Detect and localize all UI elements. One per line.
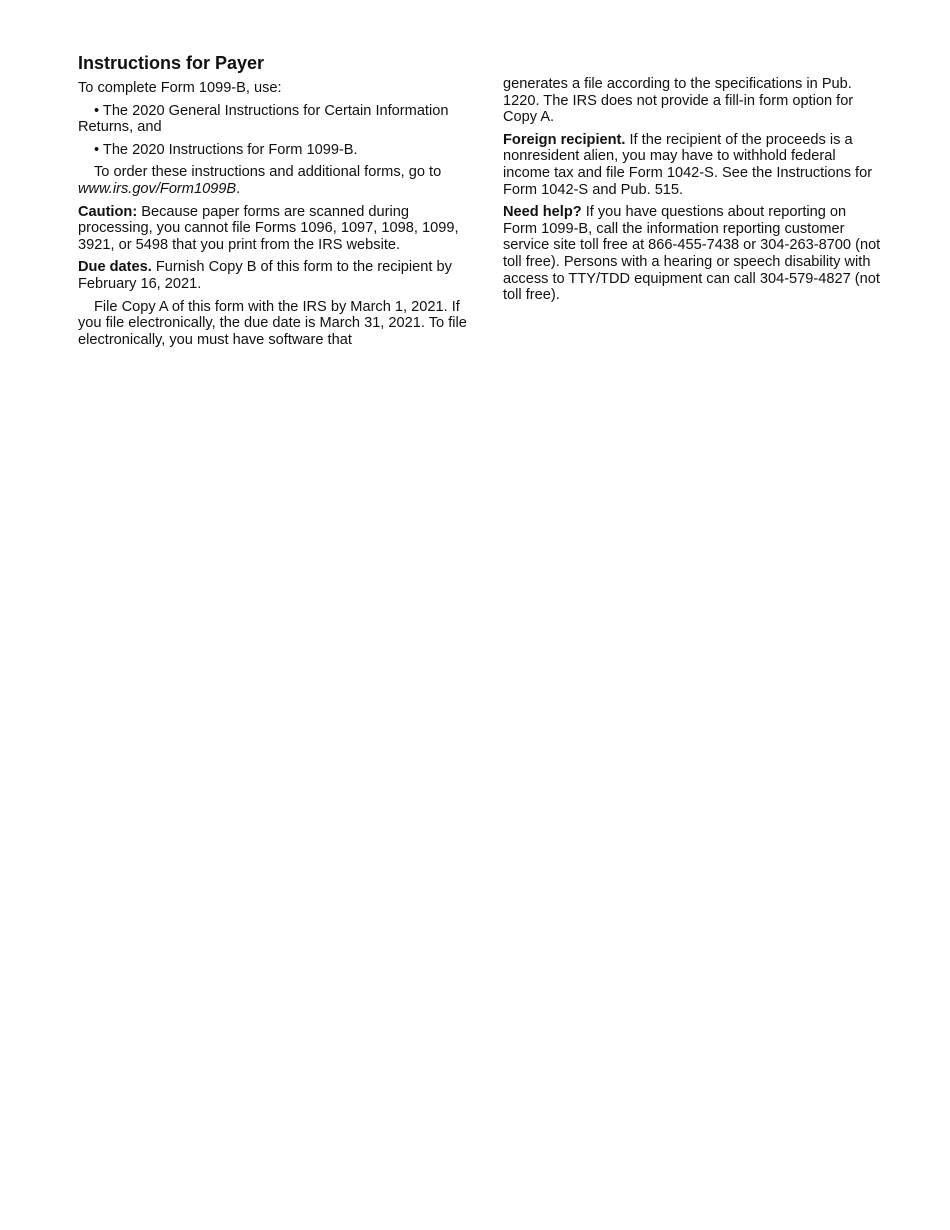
intro-paragraph: To complete Form 1099-B, use: bbox=[78, 80, 282, 96]
foreign-recipient-text: If the recipient of the proceeds is a nonresident alien, you may have to withhold federal income tax and file Form 1042-S. See the Instructions for Form 1042-S and Pub. 515. bbox=[503, 131, 873, 198]
caution-paragraph bbox=[78, 204, 470, 254]
due-dates-label: Due dates. bbox=[78, 259, 152, 276]
order-paragraph bbox=[78, 164, 470, 197]
bullet-form-instructions: • The 2020 Instructions for Form 1099-B. bbox=[94, 141, 358, 158]
continuation-paragraph: generates a file according to the specifications in Pub. 1220. The IRS does not provide a fill-in form option for Copy A. bbox=[503, 76, 854, 126]
file-copy-paragraph: File Copy A of this form with the IRS by March 1, 2021. If you file electronically, the due date is March 31, 2021. To file electronically, you must have software that bbox=[78, 298, 467, 348]
need-help-text: If you have questions about reporting on Form 1099-B, call the information reporting customer service site toll free at 866-455-7438 or 304-263-8700 (not toll free). Persons with a hearing or speech disability with access to TTY/TDD equipment can call 304-579-4827 (not toll free). bbox=[503, 204, 881, 304]
foreign-recipient-label: Foreign recipient. bbox=[503, 131, 626, 148]
caution-text: Because paper forms are scanned during processing, you cannot file Forms 1096, 1097, 1098, 1099, 3921, or 5498 that you print from the IRS website. bbox=[78, 203, 459, 253]
due-dates-text: Furnish Copy B of this form to the recipient by February 16, 2021. bbox=[78, 259, 452, 292]
left-column bbox=[78, 52, 470, 354]
section-heading: Instructions for Payer bbox=[78, 53, 265, 73]
need-help-paragraph bbox=[503, 204, 883, 304]
caution-label: Caution: bbox=[78, 203, 138, 220]
need-help-label: Need help? bbox=[503, 204, 582, 221]
foreign-recipient-paragraph bbox=[503, 132, 883, 198]
right-column bbox=[503, 76, 883, 310]
order-text: To order these instructions and additional forms, go to bbox=[94, 164, 442, 181]
bullet-general-instructions: • The 2020 General Instructions for Certain Information Returns, and bbox=[78, 102, 449, 136]
order-end: . bbox=[236, 180, 241, 197]
due-dates-paragraph bbox=[78, 259, 470, 292]
irs-link[interactable]: www.irs.gov/Form1099B bbox=[78, 180, 237, 197]
